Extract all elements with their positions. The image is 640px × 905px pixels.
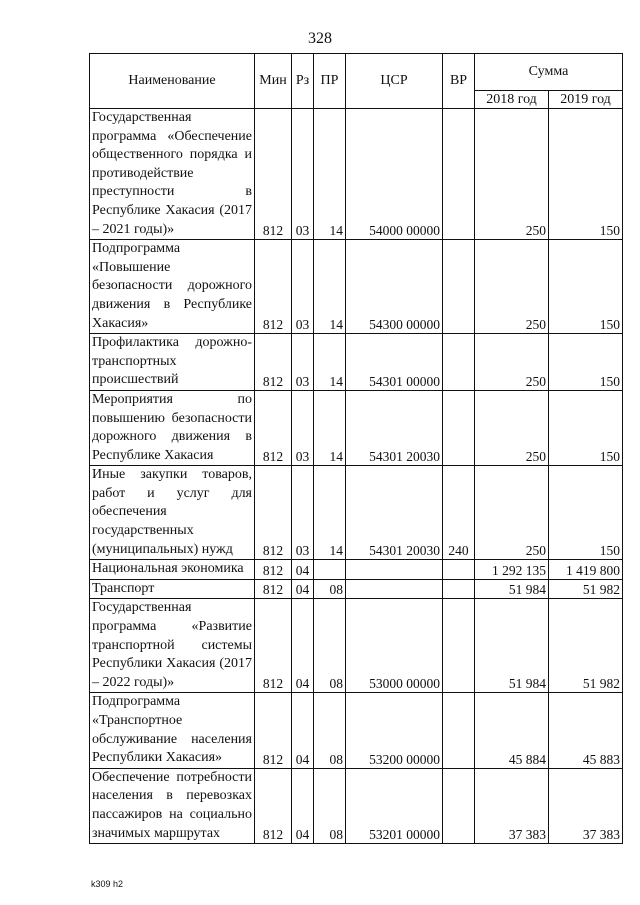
row-vr-cell: [443, 579, 475, 599]
row-name-cell: Обеспечение потребности населения в перевозках пассажиров на социально значимых маршрутах: [90, 768, 255, 843]
row-sum-2019-cell: 150: [549, 109, 623, 240]
row-sum-2018-cell: 51 984: [475, 579, 549, 599]
header-name: Наименование: [90, 54, 255, 109]
row-csr-cell: 53201 00000: [346, 768, 443, 843]
table-row: [90, 466, 623, 560]
row-pr-cell: 08: [314, 768, 346, 843]
row-sum-2019-cell: 37 383: [549, 768, 623, 843]
table-row: [90, 390, 623, 465]
table-row: [90, 693, 623, 768]
header-sum: Сумма: [475, 54, 623, 91]
row-vr-cell: [443, 560, 475, 580]
row-rz-cell: 04: [292, 693, 314, 768]
row-pr-cell: 14: [314, 109, 346, 240]
row-sum-2019-cell: 51 982: [549, 579, 623, 599]
row-vr-cell: [443, 109, 475, 240]
row-sum-2018-cell: 37 383: [475, 768, 549, 843]
row-pr-cell: 14: [314, 390, 346, 465]
row-pr-cell: 14: [314, 240, 346, 334]
row-rz-cell: 04: [292, 560, 314, 580]
table-row: [90, 109, 623, 240]
row-csr-cell: [346, 560, 443, 580]
row-min-cell: 812: [255, 693, 292, 768]
row-rz-cell: 03: [292, 334, 314, 391]
row-name-cell: Профилактика дорожно-транспортных происшествий: [90, 334, 255, 391]
row-csr-cell: 54000 00000: [346, 109, 443, 240]
row-sum-2018-cell: 1 292 135: [475, 560, 549, 580]
row-name-cell: Мероприятия по повышению безопасности дорожного движения в Республике Хакасия: [90, 390, 255, 465]
row-csr-cell: 53000 00000: [346, 599, 443, 693]
row-min-cell: 812: [255, 334, 292, 391]
row-name-cell: Подпрограмма «Повышение безопасности дорожного движения в Республике Хакасия»: [90, 240, 255, 334]
row-sum-2018-cell: 250: [475, 334, 549, 391]
row-csr-cell: 54300 00000: [346, 240, 443, 334]
table-row: [90, 579, 623, 599]
row-pr-cell: 08: [314, 693, 346, 768]
row-rz-cell: 04: [292, 768, 314, 843]
header-min: Мин: [255, 54, 292, 109]
row-csr-cell: 54301 20030: [346, 466, 443, 560]
row-sum-2019-cell: 1 419 800: [549, 560, 623, 580]
table-row: [90, 599, 623, 693]
row-csr-cell: 54301 20030: [346, 390, 443, 465]
table-header-row: [90, 54, 623, 91]
row-sum-2019-cell: 150: [549, 240, 623, 334]
row-sum-2018-cell: 51 984: [475, 599, 549, 693]
row-min-cell: 812: [255, 240, 292, 334]
row-csr-cell: [346, 579, 443, 599]
table-row: [90, 560, 623, 580]
table-body: [90, 109, 623, 844]
row-sum-2019-cell: 150: [549, 466, 623, 560]
header-csr: ЦСР: [346, 54, 443, 109]
row-name-cell: Государственная программа «Обеспечение общественного порядка и противодействие преступности в Республике Хакасия (2017 – 2021 годы)»: [90, 109, 255, 240]
row-vr-cell: [443, 334, 475, 391]
row-vr-cell: [443, 240, 475, 334]
table-row: [90, 334, 623, 391]
row-min-cell: 812: [255, 109, 292, 240]
row-sum-2018-cell: 250: [475, 390, 549, 465]
header-pr: ПР: [314, 54, 346, 109]
row-sum-2018-cell: 250: [475, 240, 549, 334]
row-vr-cell: [443, 768, 475, 843]
table-row: [90, 240, 623, 334]
row-name-cell: Транспорт: [90, 579, 255, 599]
row-min-cell: 812: [255, 579, 292, 599]
row-pr-cell: [314, 560, 346, 580]
row-rz-cell: 04: [292, 579, 314, 599]
row-name-cell: Подпрограмма «Транспортное обслуживание населения Республики Хакасия»: [90, 693, 255, 768]
row-csr-cell: 53200 00000: [346, 693, 443, 768]
row-rz-cell: 03: [292, 390, 314, 465]
row-name-cell: Государственная программа «Развитие транспортной системы Республики Хакасия (2017 – 2022 годы)»: [90, 599, 255, 693]
row-rz-cell: 03: [292, 109, 314, 240]
row-vr-cell: [443, 390, 475, 465]
row-pr-cell: 08: [314, 599, 346, 693]
row-sum-2019-cell: 51 982: [549, 599, 623, 693]
row-pr-cell: 14: [314, 466, 346, 560]
row-rz-cell: 03: [292, 466, 314, 560]
header-year-2019: 2019 год: [549, 91, 623, 109]
table-row: [90, 768, 623, 843]
row-rz-cell: 04: [292, 599, 314, 693]
row-min-cell: 812: [255, 560, 292, 580]
row-sum-2018-cell: 250: [475, 466, 549, 560]
row-name-cell: Иные закупки товаров, работ и услуг для обеспечения государственных (муниципальных) нужд: [90, 466, 255, 560]
row-pr-cell: 08: [314, 579, 346, 599]
footer-code: k309 h2: [91, 879, 124, 889]
row-min-cell: 812: [255, 599, 292, 693]
row-sum-2018-cell: 45 884: [475, 693, 549, 768]
budget-table: [89, 53, 623, 844]
row-vr-cell: 240: [443, 466, 475, 560]
row-csr-cell: 54301 00000: [346, 334, 443, 391]
page-number: 328: [308, 30, 332, 47]
header-year-2018: 2018 год: [475, 91, 549, 109]
row-sum-2019-cell: 150: [549, 390, 623, 465]
row-vr-cell: [443, 693, 475, 768]
row-rz-cell: 03: [292, 240, 314, 334]
row-vr-cell: [443, 599, 475, 693]
row-name-cell: Национальная экономика: [90, 560, 255, 580]
header-vr: ВР: [443, 54, 475, 109]
row-sum-2018-cell: 250: [475, 109, 549, 240]
header-rz: Рз: [292, 54, 314, 109]
row-min-cell: 812: [255, 390, 292, 465]
row-sum-2019-cell: 150: [549, 334, 623, 391]
row-pr-cell: 14: [314, 334, 346, 391]
row-min-cell: 812: [255, 466, 292, 560]
row-min-cell: 812: [255, 768, 292, 843]
row-sum-2019-cell: 45 883: [549, 693, 623, 768]
